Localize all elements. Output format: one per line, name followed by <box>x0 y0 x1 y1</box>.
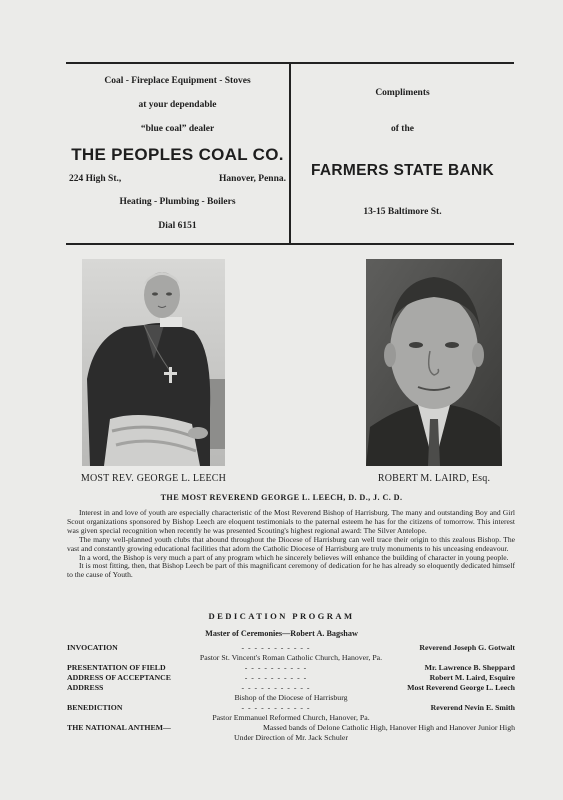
program-item-person: Reverend Joseph G. Gotwalt <box>419 643 515 652</box>
coal-phone: Dial 6151 <box>158 221 197 231</box>
program-item-note: Pastor Emmanuel Reformed Church, Hanover, Pa. <box>212 713 370 722</box>
program-heading: DEDICATION PROGRAM <box>208 611 355 621</box>
program-item-label: ADDRESS OF ACCEPTANCE <box>67 673 171 682</box>
coal-company-name: THE PEOPLES COAL CO. <box>71 145 284 164</box>
dot-leader: - - - - - - - - - - - <box>241 683 311 692</box>
dot-leader: - - - - - - - - - - <box>244 663 308 672</box>
coal-address: 224 High St., <box>69 174 122 184</box>
bio-text <box>67 509 515 580</box>
program-item-label: THE NATIONAL ANTHEM— <box>67 723 171 732</box>
program-item-label: INVOCATION <box>67 643 118 652</box>
ad-tagline-3: “blue coal” dealer <box>140 124 215 134</box>
program-item-acceptance <box>67 673 515 683</box>
ad-tagline-2: at your dependable <box>138 100 217 110</box>
program-item-person: Mr. Lawrence B. Sheppard <box>424 663 515 672</box>
bishop-portrait-photo <box>82 259 225 466</box>
master-of-ceremonies: Master of Ceremonies—Robert A. Bagshaw <box>205 629 358 638</box>
dot-leader: - - - - - - - - - - - <box>241 643 311 652</box>
bio-heading: THE MOST REVEREND GEORGE L. LEECH, D. D., J. C. D. <box>160 493 403 502</box>
program-item-label: BENEDICTION <box>67 703 123 712</box>
bio-paragraph: The many well-planned youth clubs that abound throughout the Diocese of Harrisburg can well trace their origin to this zealous Bishop. The vast and constantly growing educational facilities that adorn the Catholic Diocese of Harrisburg are truly monuments to his unceasing endeavour. <box>67 534 515 553</box>
program-item-anthem <box>67 723 515 733</box>
bank-address: 13-15 Baltimore St. <box>363 207 442 217</box>
bio-paragraph: In a word, the Bishop is very much a part of any program which he sincerely believes will enhance the building of character in young people. <box>79 552 509 562</box>
anthem-description: Massed bands of Delone Catholic High, Hanover High and Hanover Junior High <box>262 723 515 732</box>
program-item-label: PRESENTATION OF FIELD <box>67 663 166 672</box>
laird-portrait-photo <box>366 259 502 466</box>
ad-tagline: Coal - Fireplace Equipment - Stoves <box>104 76 251 86</box>
program-item-note: Bishop of the Diocese of Harrisburg <box>234 693 348 702</box>
coal-services: Heating - Plumbing - Boilers <box>119 197 236 207</box>
program-item-benediction <box>67 703 515 713</box>
bank-compliments: Compliments <box>375 88 430 98</box>
program-item-person: Most Reverend George L. Leech <box>407 683 515 692</box>
program-item-address <box>67 683 515 693</box>
bio-paragraph: Interest in and love of youth are especially characteristic of the Most Reverend Bishop of Harrisburg. The many and outstanding Boy and Girl Scout organizations sponsored by Bishop Leech are eloquent testimonials to the paternal esteem he has for the citizens of tomorrow. This interest was given special recognition when recently he was presented Scouting's highest regional award: The Silver Antelope. <box>67 508 515 535</box>
anthem-note: Under Direction of Mr. Jack Schuler <box>234 733 348 742</box>
program-item-invocation <box>67 643 515 653</box>
bank-of-the: of the <box>391 124 414 134</box>
dot-leader: - - - - - - - - - - <box>244 673 308 682</box>
program-item-note: Pastor St. Vincent's Roman Catholic Church, Hanover, Pa. <box>199 653 383 662</box>
coal-city: Hanover, Penna. <box>219 174 286 184</box>
bio-paragraph: It is most fitting, then, that Bishop Leech be part of this magnificant ceremony of dedication for he has already so eloquently dedicated himself to the cause of Youth. <box>67 561 515 580</box>
dot-leader: - - - - - - - - - - - <box>241 703 311 712</box>
program-item-presentation <box>67 663 515 673</box>
bank-name: FARMERS STATE BANK <box>310 162 495 179</box>
program-item-label: ADDRESS <box>67 683 104 692</box>
bishop-caption: MOST REV. GEORGE L. LEECH <box>80 473 227 484</box>
program-item-person: Reverend Nevin E. Smith <box>430 703 515 712</box>
laird-caption: ROBERT M. LAIRD, Esq. <box>377 473 491 484</box>
program-item-person: Robert M. Laird, Esquire <box>429 673 515 682</box>
farmers-bank-ad <box>291 64 514 243</box>
peoples-coal-ad <box>66 64 289 243</box>
bottom-rule <box>66 243 514 245</box>
